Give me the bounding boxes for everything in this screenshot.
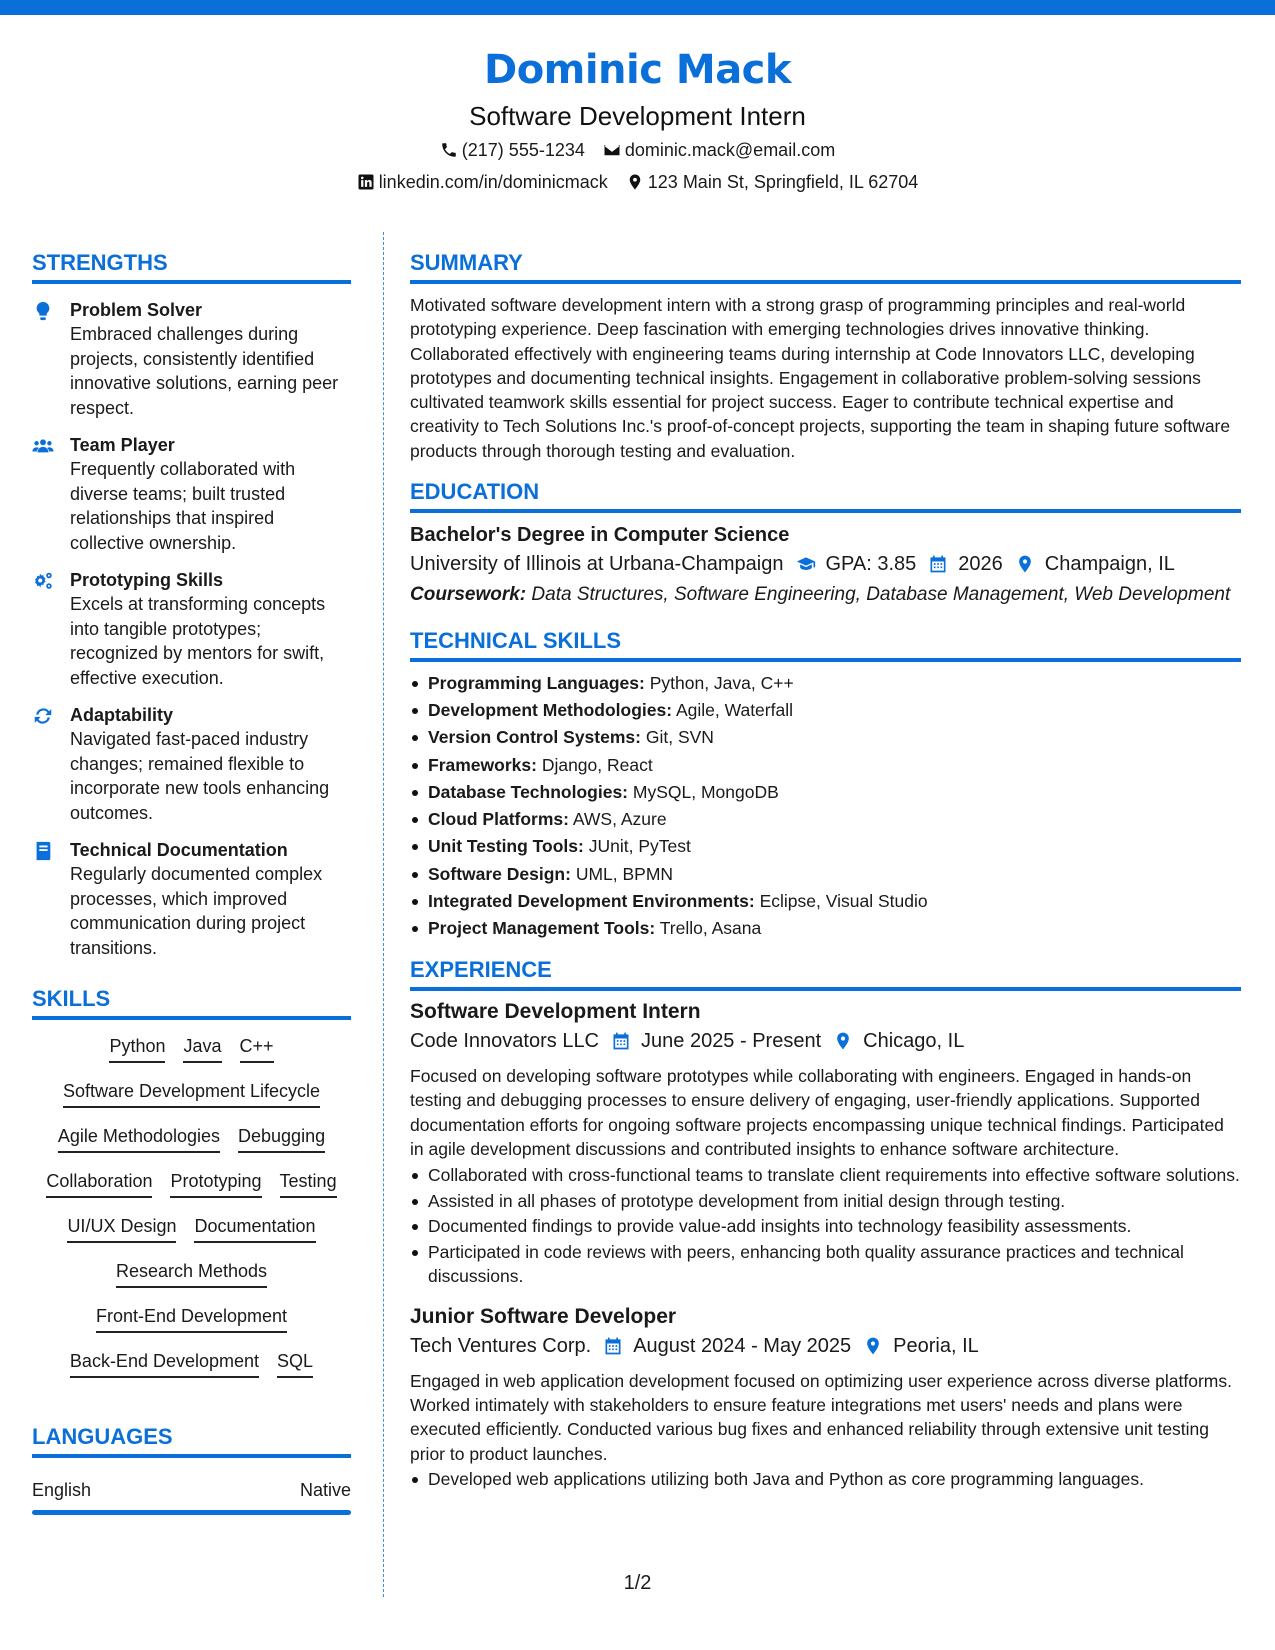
job-meta — [410, 1026, 1241, 1056]
strength-icon-wrap — [32, 568, 56, 690]
technical-skill-label: Unit Testing Tools: — [428, 836, 584, 857]
email-text[interactable]: dominic.mack@email.com — [624, 140, 836, 160]
envelope-icon — [603, 141, 621, 159]
strength-desc: Excels at transforming concepts into tangible prototypes; recognized by mentors for swift, effective execution. — [70, 594, 326, 688]
technical-skill-label: Version Control Systems: — [428, 727, 641, 748]
job-bullet: Participated in code reviews with peers, enhancing both quality assurance practices and technical discussions. — [410, 1240, 1241, 1289]
technical-skill-item — [410, 833, 1241, 860]
strength-title: Adaptability — [70, 705, 174, 725]
strength-title: Team Player — [70, 435, 175, 455]
map-pin-icon — [1015, 554, 1035, 574]
technical-skill-item — [410, 697, 1241, 724]
strength-body — [70, 703, 351, 825]
gpa-text: GPA: 3.85 — [825, 553, 917, 576]
coursework-text: Data Structures, Software Engineering, Database Management, Web Development — [531, 584, 1231, 606]
strength-desc: Frequently collaborated with diverse teams; built trusted relationships that inspired collective ownership. — [70, 459, 296, 553]
strength-body — [70, 568, 351, 690]
page-number: 1/2 — [623, 1572, 652, 1594]
contact-row-2 — [0, 170, 1275, 194]
map-pin-icon — [863, 1336, 883, 1356]
job-location: Chicago, IL — [863, 1030, 965, 1053]
technical-skill-value: JUnit, PyTest — [588, 836, 691, 857]
strengths-list — [32, 298, 351, 960]
language-level: Native — [299, 1480, 351, 1500]
experience-heading: EXPERIENCE — [410, 957, 1241, 991]
strength-item — [32, 568, 351, 690]
strength-item — [32, 298, 351, 420]
job-description: Engaged in web application development focused on optimizing user experience across diverse platforms. Worked intimately with stakeholders to ensure feature integrations met users' needs and plans were executed efficiently. Conducted various bug fixes and enhanced reliability through extensive unit testing prior to product launches. — [410, 1370, 1232, 1464]
calendar-icon — [603, 1336, 623, 1356]
top-accent-bar — [0, 0, 1275, 15]
summary-text: Motivated software development intern with a strong grasp of programming principles and real-world prototyping experience. Deep fascination with emerging technologies drives innovative thinking. Collaborated effectively with engineering teams during internship at Code Innovators LLC, developing prototypes and documenting technical insights. Engagement in collaborative problem-solving sessions cultivated teamwork skills essential for project success. Eager to contribute technical expertise and creativity to Tech Solutions Inc.'s proof-of-concept projects, supporting the team in shaping future software products through thorough testing and evaluation. — [410, 295, 1231, 461]
refresh-icon — [32, 705, 54, 727]
language-row — [32, 1478, 351, 1502]
language-name: English — [32, 1480, 92, 1500]
technical-skill-value: Eclipse, Visual Studio — [759, 890, 928, 911]
skill-tag: Research Methods — [116, 1259, 267, 1288]
calendar-icon — [928, 554, 948, 574]
job-title: Junior Software Developer — [410, 1304, 677, 1328]
strength-body — [70, 433, 351, 555]
technical-skill-value: Python, Java, C++ — [649, 673, 794, 694]
candidate-name: Dominic Mack — [483, 47, 791, 93]
strength-icon-wrap — [32, 703, 56, 825]
skills-list — [32, 1034, 351, 1394]
email-contact[interactable] — [603, 138, 835, 162]
technical-skill-value: UML, BPMN — [575, 863, 674, 884]
job-meta — [410, 1331, 1241, 1361]
job-bullet: Collaborated with cross-functional teams to translate client requirements into effective software solutions. — [410, 1163, 1241, 1187]
strength-title: Problem Solver — [70, 300, 203, 320]
skill-row — [32, 1034, 351, 1079]
strength-body — [70, 298, 351, 420]
technical-skill-label: Frameworks: — [428, 754, 537, 775]
job-location: Peoria, IL — [893, 1334, 979, 1357]
technical-skill-item — [410, 806, 1241, 833]
calendar-icon — [611, 1031, 631, 1051]
technical-skill-item — [410, 779, 1241, 806]
strength-desc: Regularly documented complex processes, which improved communication during project transitions. — [70, 864, 323, 958]
school-text: University of Illinois at Urbana-Champaign — [410, 553, 784, 576]
coursework-label: Coursework: — [410, 584, 527, 606]
company-item — [410, 1331, 591, 1361]
skill-row — [32, 1214, 351, 1259]
job-entry — [410, 998, 1241, 1289]
skill-tag: Documentation — [194, 1214, 315, 1243]
degree-title: Bachelor's Degree in Computer Science — [410, 524, 790, 547]
gears-icon — [32, 570, 54, 592]
skill-row — [32, 1169, 351, 1214]
job-dates: June 2025 - Present — [641, 1030, 822, 1053]
strength-body — [70, 838, 351, 960]
strength-desc: Embraced challenges during projects, consistently identified innovative solutions, earning peer respect. — [70, 324, 339, 418]
year-item — [928, 549, 1003, 579]
job-bullets — [410, 1163, 1241, 1289]
strength-item — [32, 838, 351, 960]
skill-row — [32, 1304, 351, 1349]
technical-skill-label: Development Methodologies: — [428, 700, 673, 721]
graduation-cap-icon — [796, 554, 816, 574]
skill-tag: Prototyping — [170, 1169, 261, 1198]
technical-skill-value: MySQL, MongoDB — [632, 781, 779, 802]
dates-item — [611, 1026, 821, 1056]
technical-skill-item — [410, 752, 1241, 779]
resume-header — [0, 42, 1275, 194]
job-bullet: Developed web applications utilizing both Java and Python as core programming languages. — [410, 1467, 1241, 1491]
skill-tag: C++ — [240, 1034, 274, 1063]
edu-location-item — [1015, 549, 1175, 579]
technical-skill-item — [410, 888, 1241, 915]
experience-list — [410, 998, 1241, 1492]
skill-tag: Agile Methodologies — [58, 1124, 220, 1153]
skill-tag: Collaboration — [46, 1169, 152, 1198]
school-name — [410, 549, 784, 579]
edu-location-text: Champaign, IL — [1044, 553, 1175, 576]
column-divider — [383, 232, 384, 1597]
map-pin-icon — [833, 1031, 853, 1051]
technical-skill-item — [410, 915, 1241, 942]
strength-item — [32, 703, 351, 825]
year-text: 2026 — [958, 553, 1003, 576]
company-name: Tech Ventures Corp. — [410, 1334, 592, 1357]
strength-icon-wrap — [32, 298, 56, 420]
skill-tag: SQL — [277, 1349, 313, 1378]
phone-text: (217) 555-1234 — [461, 140, 585, 160]
skill-tag: Testing — [280, 1169, 337, 1198]
technical-skill-item — [410, 861, 1241, 888]
summary-heading: SUMMARY — [410, 250, 1241, 284]
strength-icon-wrap — [32, 433, 56, 555]
strength-title: Prototyping Skills — [70, 570, 224, 590]
technical-skill-value: Django, React — [541, 754, 653, 775]
strength-item — [32, 433, 351, 555]
coursework — [410, 583, 1241, 607]
company-item — [410, 1026, 599, 1056]
company-name: Code Innovators LLC — [410, 1030, 600, 1053]
linkedin-icon — [357, 173, 375, 191]
job-title: Software Development Intern — [410, 1000, 701, 1024]
job-location-item — [833, 1026, 964, 1056]
skill-row — [32, 1259, 351, 1304]
linkedin-contact[interactable] — [357, 170, 608, 194]
technical-skill-label: Software Design: — [428, 863, 571, 884]
job-bullet: Documented findings to provide value-add insights into technology feasibility assessments. — [410, 1214, 1241, 1238]
languages-heading: LANGUAGES — [32, 1424, 351, 1458]
technical-skill-value: Git, SVN — [645, 727, 714, 748]
technical-skill-value: Trello, Asana — [659, 917, 762, 938]
right-column — [410, 250, 1241, 1492]
gpa-item — [796, 549, 917, 579]
skills-heading: SKILLS — [32, 986, 351, 1020]
skill-row — [32, 1079, 351, 1124]
contact-row-1 — [0, 138, 1275, 162]
users-icon — [32, 435, 54, 457]
map-pin-icon — [626, 173, 644, 191]
strengths-heading: STRENGTHS — [32, 250, 351, 284]
left-column — [32, 250, 351, 1515]
skill-tag: Debugging — [238, 1124, 325, 1153]
book-icon — [32, 840, 54, 862]
education-meta — [410, 549, 1241, 579]
candidate-title: Software Development Intern — [469, 101, 806, 131]
job-dates: August 2024 - May 2025 — [633, 1334, 852, 1357]
technical-skill-label: Cloud Platforms: — [428, 809, 569, 830]
skill-row — [32, 1349, 351, 1394]
technical-skill-value: AWS, Azure — [572, 809, 667, 830]
technical-skill-label: Project Management Tools: — [428, 917, 656, 938]
address-text: 123 Main St, Springfield, IL 62704 — [647, 172, 919, 192]
strength-icon-wrap — [32, 838, 56, 960]
technical-skill-label: Integrated Development Environments: — [428, 890, 755, 911]
skill-tag: UI/UX Design — [67, 1214, 176, 1243]
technical-skill-item — [410, 670, 1241, 697]
language-proficiency-bar — [32, 1510, 351, 1515]
skill-tag: Back-End Development — [70, 1349, 259, 1378]
technical-skill-value: Agile, Waterfall — [675, 700, 793, 721]
dates-item — [603, 1331, 851, 1361]
technical-skills-heading: TECHNICAL SKILLS — [410, 628, 1241, 662]
skill-tag: Python — [109, 1034, 165, 1063]
job-description: Focused on developing software prototypes while collaborating with engineers. Engaged in hands-on testing and debugging processes to ensure delivery of engaging, user-friendly applications. Supported documentation efforts for ongoing software projects encompassing unique technical findings. Participated in agile development discussions and contributed insights to enhance software architecture. — [410, 1066, 1224, 1159]
strength-desc: Navigated fast-paced industry changes; remained flexible to incorporate new tools enhancing outcomes. — [70, 729, 330, 823]
linkedin-text[interactable]: linkedin.com/in/dominicmack — [378, 172, 608, 192]
skill-tag: Software Development Lifecycle — [63, 1079, 320, 1108]
phone-contact — [440, 138, 585, 162]
technical-skill-label: Database Technologies: — [428, 781, 629, 802]
technical-skill-item — [410, 724, 1241, 751]
phone-icon — [440, 141, 458, 159]
skill-row — [32, 1124, 351, 1169]
technical-skills-list — [410, 670, 1241, 942]
address-contact — [626, 170, 919, 194]
skill-tag: Java — [183, 1034, 221, 1063]
strength-title: Technical Documentation — [70, 840, 288, 860]
job-bullets — [410, 1467, 1241, 1491]
technical-skill-label: Programming Languages: — [428, 673, 645, 694]
lightbulb-icon — [32, 300, 54, 322]
job-location-item — [863, 1331, 979, 1361]
skill-tag: Front-End Development — [96, 1304, 287, 1333]
education-heading: EDUCATION — [410, 479, 1241, 513]
job-entry — [410, 1303, 1241, 1492]
job-bullet: Assisted in all phases of prototype development from initial design through testing. — [410, 1189, 1241, 1213]
